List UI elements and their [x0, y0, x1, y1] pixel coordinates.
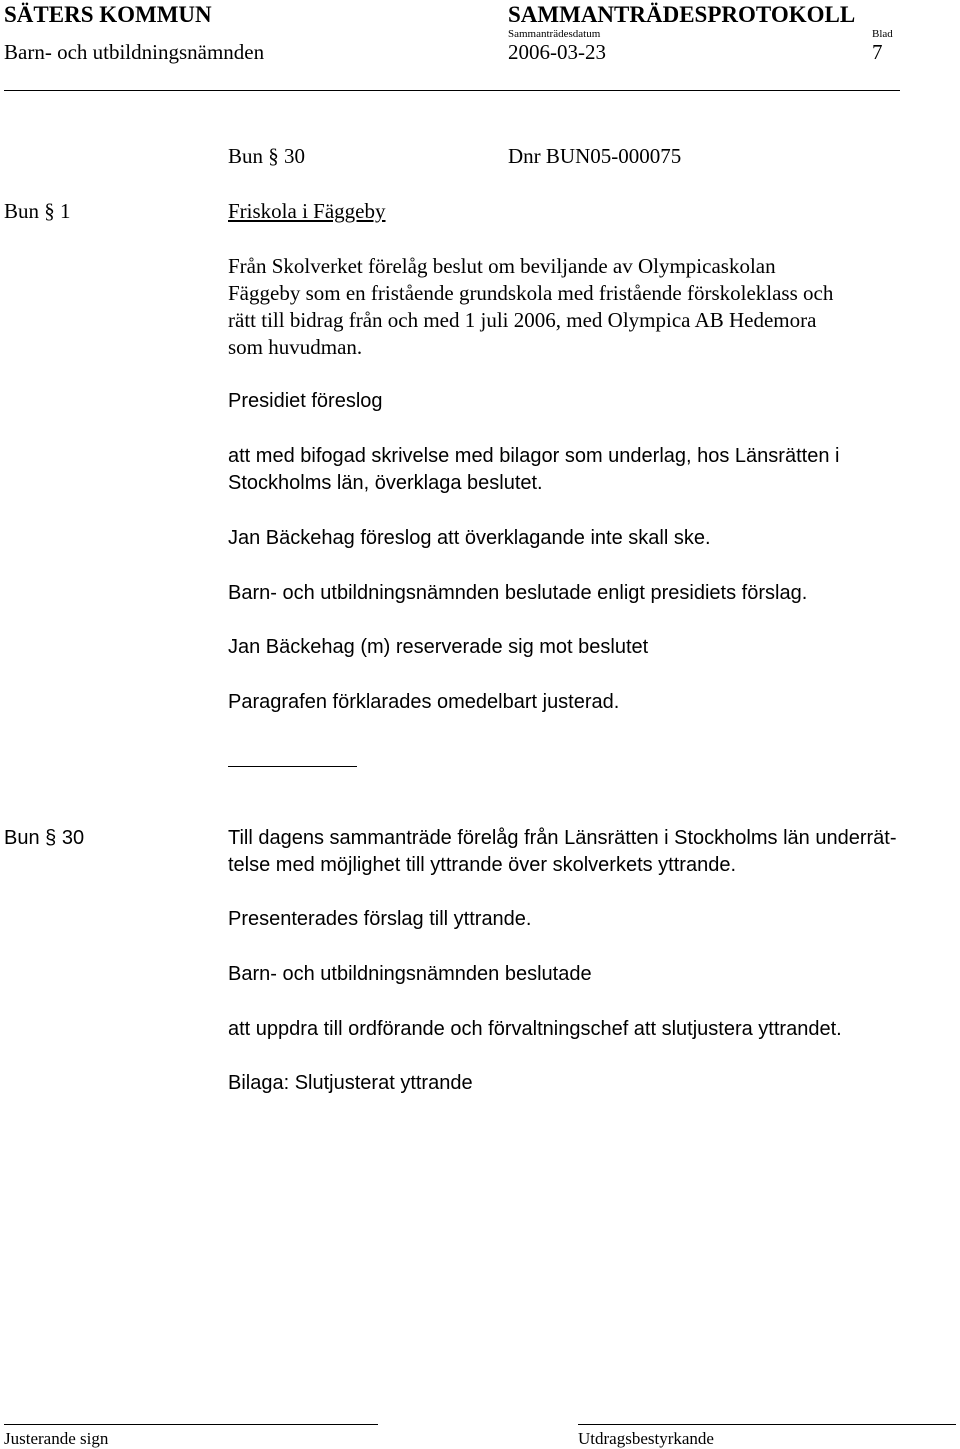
footer-rule-right	[578, 1424, 956, 1425]
header-rule	[4, 90, 900, 91]
margin-ref: Bun § 30	[4, 827, 85, 849]
date-label: Sammanträdesdatum	[508, 28, 601, 40]
paragraph-line: telse med möjlighet till yttrande över skolverkets yttrande.	[228, 854, 736, 876]
committee-name: Barn- och utbildningsnämnden	[4, 40, 265, 64]
org-name: SÄTERS KOMMUN	[4, 2, 212, 27]
margin-ref: Bun § 1	[4, 199, 71, 223]
paragraph-line: Fäggeby som en fristående grundskola med fristående förskoleklass och	[228, 281, 834, 305]
reservation: Jan Bäckehag (m) reserverade sig mot beslutet	[228, 636, 649, 658]
dnr-number: Dnr BUN05-000075	[508, 144, 682, 168]
paragraph-line: som huvudman.	[228, 335, 363, 359]
paragraph-line: rätt till bidrag från och med 1 juli 2006, med Olympica AB Hedemora	[228, 308, 817, 332]
paragraph-line: Från Skolverket förelåg beslut om beviljande av Olympicaskolan	[228, 254, 776, 278]
doc-type: SAMMANTRÄDESPROTOKOLL	[508, 2, 856, 27]
paragraph-line: Till dagens sammanträde förelåg från Länsrätten i Stockholms län underrät-	[228, 827, 897, 849]
section-divider	[228, 766, 357, 767]
att-line: att uppdra till ordförande och förvaltningschef att slutjustera yttrandet.	[228, 1018, 842, 1040]
adjusted-statement: Paragrafen förklarades omedelbart justerad.	[228, 691, 620, 713]
committee-decision: Barn- och utbildningsnämnden beslutade	[228, 963, 592, 985]
attachment-note: Bilaga: Slutjusterat yttrande	[228, 1072, 473, 1094]
page-label: Blad	[872, 28, 893, 40]
meeting-date: 2006-03-23	[508, 40, 606, 64]
att-line: Stockholms län, överklaga beslutet.	[228, 472, 543, 494]
att-line: att med bifogad skrivelse med bilagor som underlag, hos Länsrätten i	[228, 445, 840, 467]
footer-rule-left	[4, 1424, 378, 1425]
presented-statement: Presenterades förslag till yttrande.	[228, 908, 532, 930]
justering-sign-label: Justerande sign	[4, 1429, 109, 1448]
section-ref: Bun § 30	[228, 144, 306, 168]
page-number: 7	[872, 40, 883, 64]
committee-decision: Barn- och utbildningsnämnden beslutade enligt presidiets förslag.	[228, 582, 808, 604]
utdragsbestyrkande-label: Utdragsbestyrkande	[578, 1429, 714, 1448]
jan-proposal: Jan Bäckehag föreslog att överklagande inte skall ske.	[228, 527, 711, 549]
section-title: Friskola i Fäggeby	[228, 199, 386, 223]
presidium-proposal: Presidiet föreslog	[228, 390, 383, 412]
